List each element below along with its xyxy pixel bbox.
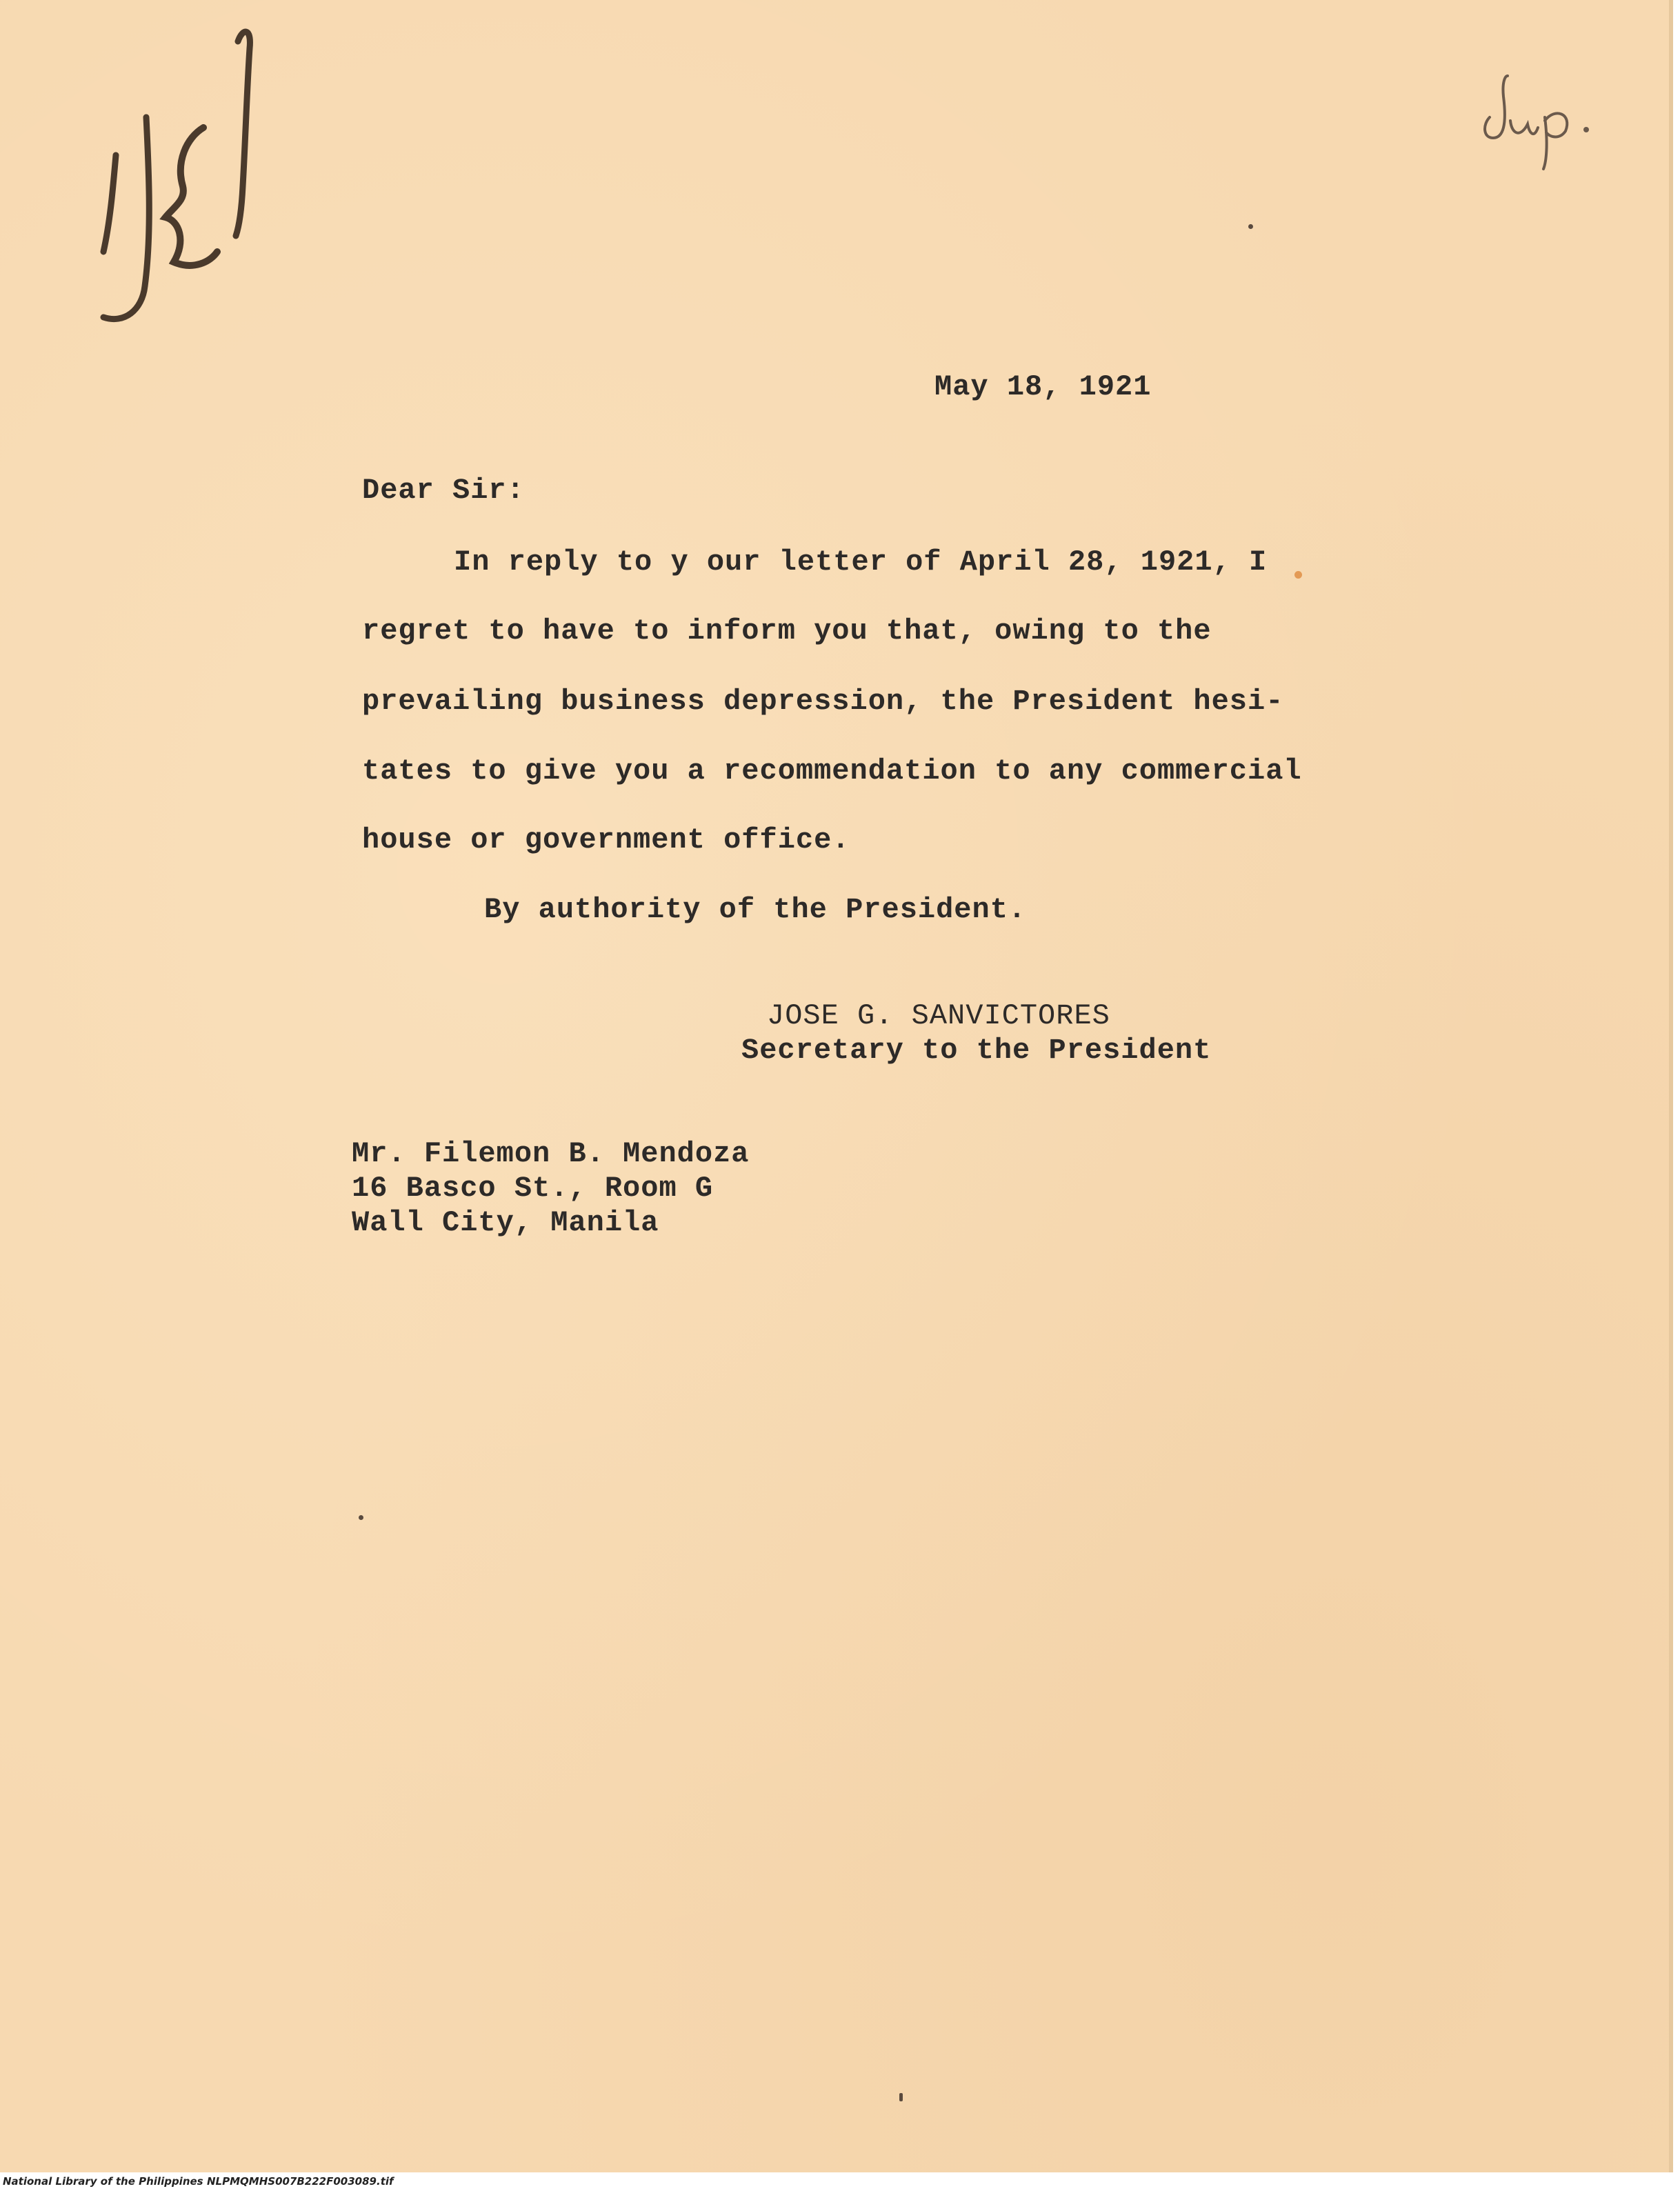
paper-speck xyxy=(1248,224,1253,229)
letter-date: May 18, 1921 xyxy=(934,370,1152,403)
paper-speck xyxy=(1294,571,1302,579)
footer-file-id: NLPMQMHS007B222F003089.tif xyxy=(207,2175,394,2188)
top-left-handwritten-mark xyxy=(83,14,276,331)
recipient-city: Wall City, Manila xyxy=(352,1206,659,1239)
body-line: regret to have to inform you that, owing to the xyxy=(362,614,1212,648)
closing-line: By authority of the President. xyxy=(484,893,1027,926)
paper-speck xyxy=(899,2093,903,2101)
footer-institution: National Library of the Philippines xyxy=(3,2175,203,2188)
recipient-street: 16 Basco St., Room G xyxy=(352,1172,714,1205)
paper-speck xyxy=(359,1515,363,1520)
body-line: prevailing business depression, the President hesi- xyxy=(362,685,1284,718)
body-line: In reply to y our letter of April 28, 1921, I xyxy=(454,546,1268,579)
body-line: tates to give you a recommendation to any commercial xyxy=(362,754,1302,788)
salutation: Dear Sir: xyxy=(362,474,525,507)
recipient-name: Mr. Filemon B. Mendoza xyxy=(352,1137,750,1170)
top-right-pencil-note xyxy=(1469,41,1607,172)
signatory-name: JOSE G. SANVICTORES xyxy=(767,999,1110,1032)
signatory-title: Secretary to the President xyxy=(741,1034,1212,1067)
body-line: house or government office. xyxy=(362,823,850,857)
